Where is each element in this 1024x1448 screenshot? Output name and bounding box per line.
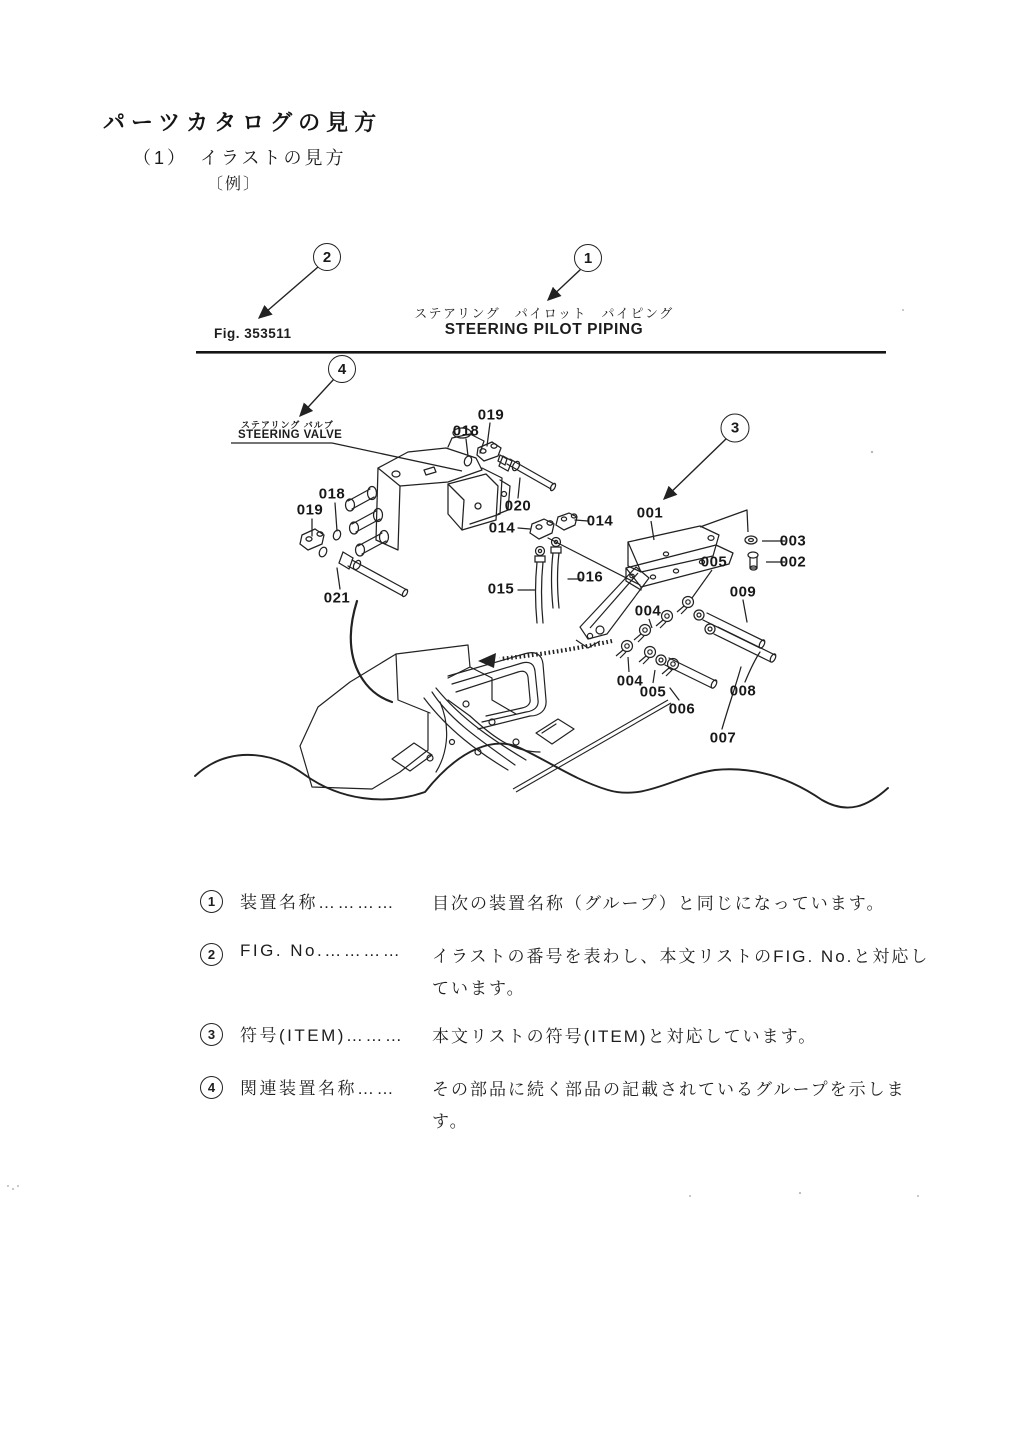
page-subtitle: （1） イラストの見方 — [133, 148, 347, 168]
legend-number-badge: 2 — [200, 943, 223, 966]
legend-description: その部品に続く部品の記載されているグループを示します。 — [432, 1080, 906, 1131]
part-number-label: 014 — [488, 519, 516, 537]
page-title: パーツカタログの見方 — [103, 110, 383, 135]
part-number-label: 016 — [576, 568, 604, 586]
legend-description: 本文リストの符号(ITEM)と対応しています。 — [432, 1027, 818, 1046]
diagonal-rod — [513, 700, 671, 792]
part-number-label: 014 — [586, 512, 614, 530]
scan-specks — [7, 309, 919, 1197]
legend-description: 目次の装置名称（グループ）と同じになっています。 — [432, 894, 886, 913]
hose-cable — [351, 601, 392, 702]
valve-assembly-drawing — [346, 428, 511, 556]
legend-term: 装置名称………… — [240, 893, 396, 912]
part-number-label: 005 — [639, 683, 667, 701]
figure-title-rule — [196, 351, 886, 354]
valve-label-leader — [231, 443, 462, 471]
example-label: 〔例〕 — [207, 176, 262, 193]
callout-4: 4 — [328, 355, 356, 383]
legend-term: 関連装置名称…… — [240, 1079, 396, 1098]
legend-term: FIG. No.………… — [240, 941, 403, 960]
callout-arrows — [259, 267, 727, 499]
part-number-label: 007 — [709, 729, 737, 747]
figure-number: Fig. 353511 — [214, 326, 292, 341]
valve-label-en: STEERING VALVE — [238, 429, 343, 441]
part-number-label: 004 — [634, 602, 662, 620]
part-number-label: 019 — [296, 501, 324, 519]
callout-3: 3 — [721, 414, 750, 443]
part-number-label: 005 — [700, 553, 728, 571]
part-number-label: 009 — [729, 583, 757, 601]
legend-number-badge: 4 — [200, 1076, 223, 1099]
legend-term: 符号(ITEM)……… — [240, 1026, 405, 1045]
figure-title-en: STEERING PILOT PIPING — [444, 321, 644, 338]
part-number-label: 006 — [668, 700, 696, 718]
part-number-label: 001 — [636, 504, 664, 522]
bracket-001 — [626, 510, 785, 590]
part-number-label: 008 — [729, 682, 757, 700]
legend-description: イラストの番号を表わし、本文リストのFIG. No.と対応しています。 — [432, 947, 930, 998]
part-number-label: 004 — [616, 672, 644, 690]
machine-body-drawing — [300, 645, 574, 789]
part-number-label: 018 — [452, 422, 480, 440]
part-number-label: 015 — [487, 580, 515, 598]
legend-number-badge: 3 — [200, 1023, 223, 1046]
legend-number-badge: 1 — [200, 890, 223, 913]
screws-cluster — [616, 570, 712, 683]
part-number-label: 002 — [779, 553, 807, 571]
valve-label-ja: ステアリング バルブ — [241, 420, 334, 430]
part-number-label: 021 — [323, 589, 351, 607]
part-number-label: 018 — [318, 485, 346, 503]
callout-1: 1 — [574, 244, 602, 272]
figure-title-ja: ステアリング パイロット パイピング — [414, 306, 674, 321]
part-number-label: 020 — [504, 497, 532, 515]
part-number-label: 003 — [779, 532, 807, 550]
callout-2: 2 — [313, 243, 341, 271]
part-number-label: 019 — [477, 406, 505, 424]
wavy-break-line — [195, 744, 888, 808]
